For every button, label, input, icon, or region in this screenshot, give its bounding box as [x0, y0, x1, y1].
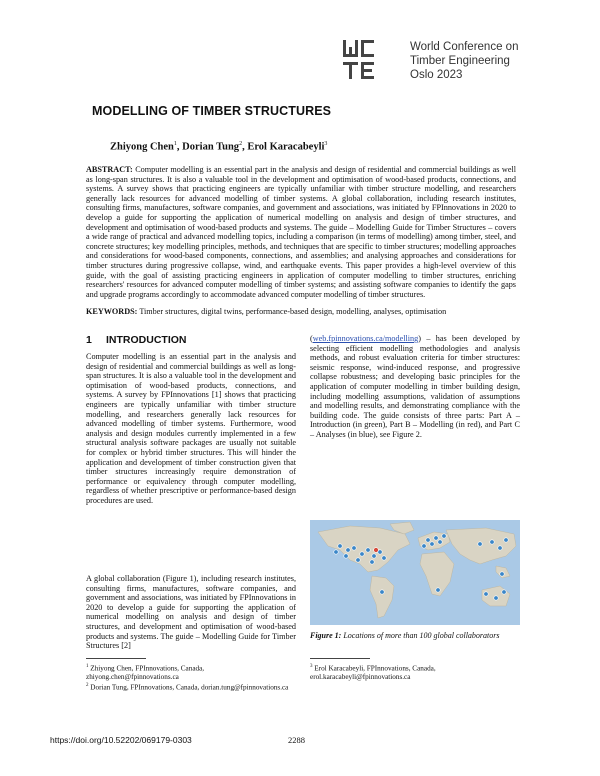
author-separator: ,: [242, 141, 248, 153]
conference-line: World Conference on: [410, 41, 519, 53]
footnote-mark: 2: [86, 682, 89, 688]
conference-line: Oslo 2023: [410, 69, 463, 81]
intro-paragraph-2: A global collaboration (Figure 1), including research institutes, consulting firms, manufactures, software companies, and government and associations, was initiated by FPInnovations in 2020 to develop a guide for supporting the application of numerical modelling on analysis and design of timber structures, and development and optimisation of wood-based products and systems. The guide – Modelling Guide for Timber Structures [2]: [86, 574, 296, 651]
modelling-guide-link[interactable]: web.fpinnovations.ca/modelling: [312, 334, 419, 343]
footnote: [310, 663, 522, 682]
footnote-mark: 1: [86, 664, 89, 669]
section-number: 1: [86, 334, 92, 346]
footnote-text: Dorian Tung, FPInnovations, Canada, dorian.tung@fpinnovations.ca: [90, 683, 289, 692]
intro-paragraph-1: Computer modelling is an essential part in the analysis and design of residential and commercial buildings as well as long-span structures. It is also a valuable tool in the development and optimisation of wood-based products, connections, and systems. A survey by FPInnovations [1] shows that practicing engineers are typically unfamiliar with timber structure modelling, and researchers generally lack resources for advanced modelling of timber systems. Furthermore, wood analysis and design modules currently implemented in a few structural analysis software packages are usually not suitable for complex or hybrid timber structures. This will hinder the application and development of timber construction given that timber structures increasingly require demonstration of performance or equivalency through computer modelling, regardless of whether prescriptive or performance-based design procedures are used.: [86, 352, 296, 505]
footnote: [86, 682, 298, 692]
abstract-text: Computer modelling is an essential part in the analysis and design of residential and commercial buildings as well as long-span structures. It is also a valuable tool in the development and optimisation of wood-based products, connections, and systems. A survey shows that practicing engineers are typically unfamiliar with timber structure modelling, and researchers generally lack resources for advanced modelling of timber systems. A global collaboration, including research institutes, consulting firms, manufactures, software companies, and government and associations, was initiated by FPInnovations in 2020 to develop a guide for supporting the application of numerical modelling on analysis and design of timber structures, and development and optimisation of wood-based products and systems. The guide – Modelling Guide for Timber Structures – covers a wide range of practical and advanced modelling topics, including a comparison (in terms of modelling) among timber, steel, and concrete structures; key modelling principles, methods, and techniques that are specific to timber structures; modelling approaches and considerations for wood-based components, connections, and assemblies; and analysing approaches and considerations for timber structures during progressive collapse, wind, and earthquake events. This paper provides a high-level overview of this guide, with the goal of assisting practicing engineers in application of computer modelling to timber structures, enriching researchers' resources for advanced computer modelling of timber systems; and assisting software companies to identify the gaps and upgrade programs accordingly to accommodate advanced computer modelling of timber structures.: [86, 165, 517, 299]
abstract-label: ABSTRACT:: [86, 165, 133, 174]
intro-continued-text: – has been developed by selecting efficient modelling methodologies and analysis methods, and robust evaluation criteria for timber structures: seismic response, wind-induced response, and progressive collapse robustness; and developing basic principles for the application of computer modelling in timber building design, including modelling assumptions, validation of assumptions and modelling results, and demonstrating compliance with the building code. The guide consists of three parts: Part A – Introduction (in green), Part B – Modelling (in red), and Part C – Analyses (in blue), see Figure 2.: [310, 334, 520, 439]
footnote-text: Zhiyong Chen, FPInnovations, Canada, zhiyong.chen@fpinnovations.ca: [86, 664, 205, 682]
footnote-text: Erol Karacabeyli, FPInnovations, Canada, erol.karacabeyli@fpinnovations.ca: [310, 664, 436, 682]
collaborators-world-map: [310, 520, 520, 625]
conference-line: Timber Engineering: [410, 55, 510, 67]
author-affiliation-mark: 1: [173, 141, 177, 147]
abstract: [86, 165, 516, 299]
author-name: Dorian Tung: [182, 141, 240, 153]
wcte-logo: [343, 38, 405, 80]
conference-name: [410, 40, 550, 82]
author-name: Erol Karacabeyli: [247, 141, 325, 153]
footnotes-left: [86, 663, 298, 692]
footnote-rule: [86, 658, 146, 659]
keywords-label: KEYWORDS:: [86, 307, 138, 316]
page-number: 2288: [288, 735, 305, 745]
footnote: [86, 663, 298, 682]
section-title: INTRODUCTION: [106, 334, 187, 346]
figure-caption: [310, 631, 520, 640]
author-affiliation-mark: 3: [324, 141, 328, 147]
footnote-mark: 3: [310, 664, 313, 669]
keywords: [86, 307, 516, 317]
section-heading: [86, 334, 187, 346]
paper-title: MODELLING OF TIMBER STRUCTURES: [92, 104, 332, 118]
doi-link[interactable]: https://doi.org/10.52202/069179-0303: [50, 735, 192, 745]
footnotes-right: [310, 663, 522, 682]
author-name: Zhiyong Chen: [110, 141, 174, 153]
intro-paragraph-continued: (web.fpinnovations.ca/modelling) – has been developed by selecting efficient modelling methodologies and analysis methods, and robust evaluation criteria for timber structures: seismic response, wind-induced response, and progressive collapse robustness; and developing basic principles for the application of computer modelling in timber building design, including modelling assumptions, validation of assumptions and modelling results, and demonstrating compliance with the building code. The guide consists of three parts: Part A – Introduction (in green), Part B – Modelling (in red), and Part C – Analyses (in blue), see Figure 2.: [310, 334, 520, 439]
footnote-rule: [310, 658, 370, 659]
author-list: [110, 141, 327, 153]
figure-label: Figure 1:: [310, 631, 342, 640]
author-separator: ,: [176, 141, 183, 153]
keywords-text: Timber structures, digital twins, performance-based design, modelling, analyses, optimisation: [139, 307, 447, 316]
figure-caption-text: Locations of more than 100 global collaborators: [343, 631, 500, 640]
author-affiliation-mark: 2: [239, 141, 243, 147]
